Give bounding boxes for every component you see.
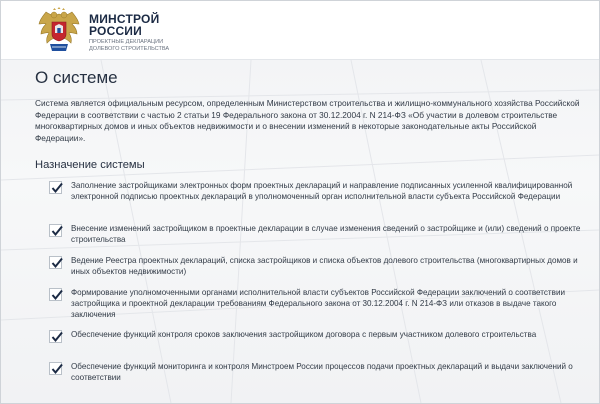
intro-paragraph: Система является официальным ресурсом, определенным Министерством строительства и жилищно-коммунального хозяйства Российской Федерации в соответствии с частью 2 статьи 19 Федерального закона от 30.12.2004 г. N 214-ФЗ «Об участии в долевом строительстве многоквартирных домов и иных объектов недвижимости и о внесении изменений в некоторые законодательные акты Российской Федерации». xyxy=(35,98,580,143)
purpose-heading: Назначение системы xyxy=(35,159,145,171)
brand-name-line2: РОССИИ xyxy=(89,24,142,38)
checkmark-icon xyxy=(49,288,62,301)
main-content xyxy=(1,60,599,403)
checkmark-icon xyxy=(49,362,62,375)
eagle-emblem-icon[interactable] xyxy=(37,7,81,53)
brand-block[interactable] xyxy=(89,13,169,52)
purpose-item-text: Внесение изменений застройщиком в проектные декларации в случае изменения сведений о застройщике и (или) сведений о проекте строительства xyxy=(71,224,581,245)
purpose-item-text: Обеспечение функций мониторинга и контроля Минстроем России процессов подачи проектных деклараций и выдачи заключений о соответствии xyxy=(71,362,573,383)
page-title: О системе xyxy=(35,68,118,87)
brand-name-line1: МИНСТРОЙ xyxy=(89,12,160,26)
brand-subtitle-line2: ДОЛЕВОГО СТРОИТЕЛЬСТВА xyxy=(89,45,170,52)
brand-subtitle-line1: ПРОЕКТНЫЕ ДЕКЛАРАЦИИ xyxy=(89,39,164,45)
purpose-item-text: Ведение Реестра проектных деклараций, списка застройщиков и списка объектов долевого строительства (многоквартирных домов и иных объектов недвижимости) xyxy=(71,256,578,277)
site-header xyxy=(1,1,599,60)
checkmark-icon xyxy=(49,256,62,269)
checkmark-icon xyxy=(49,330,62,343)
purpose-item-text: Формирование уполномоченными органами исполнительной власти субъектов Российской Федерации заключений о соответствии застройщика и проектной декларации требованиям Федерального закона от 30.12.2004 г. N 214-ФЗ или отказов в выдаче такого заключения xyxy=(71,288,565,320)
checkmark-icon xyxy=(49,181,62,194)
purpose-item-text: Обеспечение функций контроля сроков заключения застройщиком договора с первым участником долевого строительства xyxy=(71,330,537,339)
purpose-item-text: Заполнение застройщиками электронных форм проектных деклараций и направление подписанных усиленной квалифицированной электронной подписью проектных деклараций в уполномоченный орган исполнительной власти субъекта Российской Федерации xyxy=(71,181,573,202)
checkmark-icon xyxy=(49,224,62,237)
